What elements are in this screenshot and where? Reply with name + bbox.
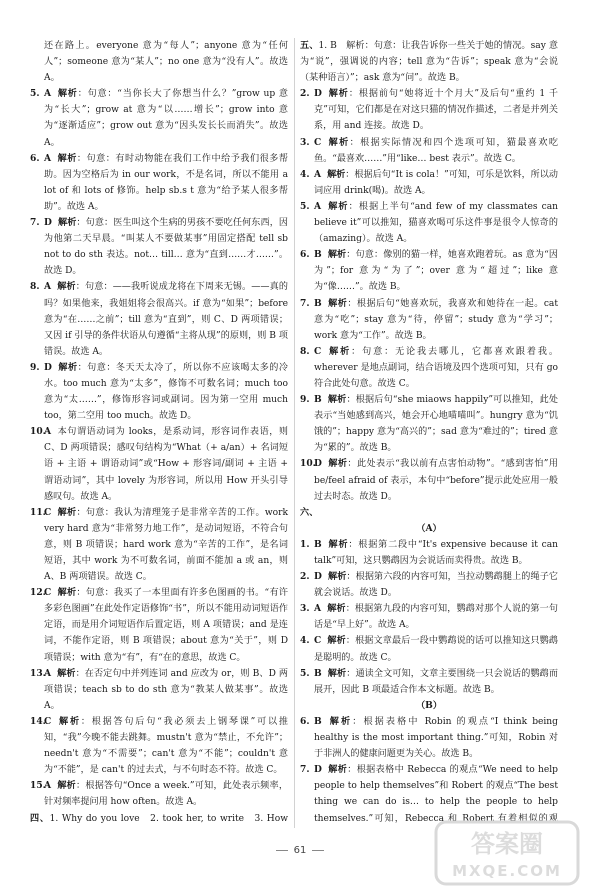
explanation-label: 解析 xyxy=(57,715,81,727)
explanation-label: 解析 xyxy=(57,281,76,293)
answer-choice: B xyxy=(314,394,322,406)
explanation-label: 解析 xyxy=(327,715,353,727)
answer-text: ：根据前句“她将近十个月大”及后句“重约 1 千克”可知，它们都是在对这只猫的情况作描述，二者是并列关系，用 and 连接。故选 D。 xyxy=(314,89,558,132)
answer-text: ：根据后句“It is cola！”可知，可乐是饮料，所以动词应用 drink(喝)。故选 A。 xyxy=(314,169,558,196)
answer-item xyxy=(300,167,558,199)
answer-number: 8. xyxy=(30,281,40,293)
answer-text: ：句意：像别的猫一样，她喜欢跑着玩。as 意为“因为”；for 意为“为了”；over 意为“超过”；like 意为“像……”。故选 B。 xyxy=(314,250,558,293)
answer-item xyxy=(30,279,288,359)
answer-item xyxy=(300,199,558,247)
answer-number: 6. xyxy=(30,152,40,164)
answer-number: 14. xyxy=(30,715,46,727)
answer-choice: D xyxy=(44,217,52,229)
answer-number: 6. xyxy=(300,715,310,727)
explanation-label: 解析 xyxy=(57,780,77,792)
answer-number: 9. xyxy=(30,361,40,373)
watermark-top-text: 答案圈 xyxy=(471,830,543,858)
answer-choice: D xyxy=(314,764,322,776)
answer-item xyxy=(300,296,558,344)
answer-item xyxy=(300,344,558,392)
answer-text: ：此处表示“我以前有点害怕动物”。“感到害怕”用 be/feel afraid of 表示，本句中“before”提示此处应用一般过去时态。故选 D。 xyxy=(314,459,558,502)
answer-choice: A xyxy=(314,200,322,212)
answer-choice: A xyxy=(44,780,52,792)
answer-number: 4. xyxy=(300,168,310,180)
answer-choice: B xyxy=(314,667,322,679)
answer-number: 7. xyxy=(300,297,310,309)
section-number: 五、 xyxy=(300,40,319,51)
answer-item xyxy=(300,666,558,698)
answer-number: 5. xyxy=(30,88,40,100)
subsection-title: （B） xyxy=(416,699,442,711)
answer-choice: D xyxy=(314,458,322,470)
answer-text: ：句意：无论我去哪儿，它都喜欢跟着我。wherever 是地点副词，结合语境及四个选项可知，只有 go 符合此处句意。故选 C。 xyxy=(314,346,558,389)
section-text: 1. B 解析：句意：让我告诉你一些关于她的情况。say 意为“说”，强调说的内容；tell 意为“告诉”；speak 意为“会说（某种语言）”；ask 意为“问”。故选 B。 xyxy=(300,41,558,84)
section-text: 1. Why do you love 2. took her, to write 3. How xyxy=(49,813,288,824)
answer-choice: A xyxy=(44,281,52,293)
answer-number: 7. xyxy=(300,764,310,776)
answer-text: ：根据第二段中“It's expensive because it can talk”可知，这只鹦鹉因为会说话而卖得贵。故选 B。 xyxy=(314,539,558,566)
explanation-label: 解析 xyxy=(327,458,348,470)
answer-choice: C xyxy=(314,345,322,357)
right-column xyxy=(300,38,558,828)
answer-choice: D xyxy=(314,88,322,100)
answer-text: ：根据文章最后一段中鹦鹉说的话可以推知这只鹦鹉是聪明的。故选 C。 xyxy=(314,636,558,663)
answer-choice: A xyxy=(44,88,52,100)
answer-page xyxy=(30,38,575,828)
answer-item xyxy=(30,215,288,279)
answer-number: 5. xyxy=(300,200,310,212)
section-block xyxy=(30,811,288,829)
explanation-label: 解析 xyxy=(57,587,77,599)
answer-continuation xyxy=(30,38,288,86)
answer-text: 还在路上。everyone 意为“每人”；anyone 意为“任何人”；someone 意为“某人”；no one 意为“没有人”。故选 A。 xyxy=(44,41,288,84)
explanation-label: 解析 xyxy=(327,571,347,583)
explanation-label: 解析 xyxy=(57,88,78,100)
section-number: 六、 xyxy=(300,506,319,518)
explanation-label: 解析 xyxy=(327,297,348,309)
section-block xyxy=(300,38,558,86)
explanation-label: 解析 xyxy=(327,603,346,615)
answer-choice: D xyxy=(314,571,322,583)
explanation-label: 解析 xyxy=(327,635,346,647)
answer-text: ：根据后句“她喜欢玩，我喜欢和她待在一起。cat 意为“吃”；stay 意为“待，停留”；study 意为“学习”；work 意为“工作”。故选 B。 xyxy=(314,298,558,341)
answer-text: ：根据表格中 Rebecca 的观点“We need to help people to help themselves”和 Robert 的观点“The best thing we can do is… to help the people to help themselves.”可知，Rebecca 和 Robert 有着相似的观 xyxy=(314,765,558,824)
answer-item xyxy=(30,151,288,215)
explanation-label: 解析 xyxy=(327,394,347,406)
answer-text: ：句意：医生叫这个生病的男孩不要吃任何东西，因为他第二天早晨。“叫某人不要做某事”用固定搭配 tell sb not to do sth 表达。not… till… 意为“直到……才……”。故选 D。 xyxy=(44,218,288,277)
explanation-label: 解析 xyxy=(57,152,77,164)
answer-text: ：根据答句“Once a week.”可知，此处表示频率，针对频率提问用 how often。故选 A。 xyxy=(44,781,288,808)
answer-choice: A xyxy=(44,152,52,164)
answer-text: ：根据后句“she miaows happily”可以推知，此处表示“当她感到高兴，她会开心地喵喵叫”。hungry 意为“饥饿的”；happy 意为“高兴的”；sad 意为“难过的”；tired 意为“累的”。故选 B。 xyxy=(314,395,558,454)
answer-item xyxy=(300,86,558,134)
left-column xyxy=(30,38,288,828)
watermark-bottom-text: MXQE.COM xyxy=(452,862,562,880)
answer-item xyxy=(30,424,288,504)
answer-text: ：在否定句中并列连词 and 应改为 or，则 B、D 两项错误；teach sb to do sth 意为“教某人做某事”。故选 A。 xyxy=(44,668,288,711)
answer-choice: C xyxy=(44,506,52,518)
answer-item xyxy=(30,666,288,714)
column-divider xyxy=(294,38,295,828)
answer-text: ：句意：——我听说成龙将在下周来无锡。——真的吗？如果他来，我姐姐将会很高兴。if 意为“如果”；before 意为“在……之前”；till 意为“直到”，则 C、D 两项错误；又因 if 引导的条件状语从句遵循“主将从现”的原则，则 B 项错误。故选 A。 xyxy=(44,282,288,357)
answer-item xyxy=(30,360,288,424)
answer-number: 13. xyxy=(30,667,46,679)
explanation-label: 解析 xyxy=(327,667,347,679)
explanation-label: 解析 xyxy=(327,538,349,550)
answer-item xyxy=(300,392,558,456)
answer-text: ：根据第六段的内容可知，当拉动鹦鹉腿上的绳子它就会说话。故选 D。 xyxy=(314,572,558,599)
answer-number: 6. xyxy=(300,249,310,261)
answer-item xyxy=(300,537,558,569)
answer-choice: C xyxy=(314,635,322,647)
answer-item xyxy=(300,633,558,665)
answer-item xyxy=(300,135,558,167)
answer-number: 11. xyxy=(30,506,46,518)
answer-item xyxy=(30,505,288,585)
answer-item xyxy=(300,714,558,762)
answer-choice: B xyxy=(314,297,322,309)
answer-text: ：根据实际情况和四个选项可知，猫最喜欢吃鱼。“最喜欢……”用“like… best 表示”。故选 C。 xyxy=(314,137,558,164)
answer-choice: D xyxy=(44,361,52,373)
answer-choice: C xyxy=(314,136,322,148)
explanation-label: 解析 xyxy=(57,667,76,679)
answer-text: ：根据上半句“and few of my classmates can believe it”可以推知，猫喜欢喝可乐这件事是很令人惊奇的（amazing）。故选 A。 xyxy=(314,201,558,245)
explanation-label: 解析 xyxy=(57,506,77,518)
answer-number: 3. xyxy=(300,603,310,615)
answer-number: 12. xyxy=(30,587,46,599)
answer-choice: B xyxy=(314,249,322,261)
answer-number: 3. xyxy=(300,136,310,148)
answer-item xyxy=(300,569,558,601)
answer-choice: A xyxy=(44,426,52,438)
explanation-label: 解析 xyxy=(327,88,349,100)
answer-number: 9. xyxy=(300,394,310,406)
answer-text: 本句谓语动词为 looks，是系动词，形容词作表语，则 C、D 两项错误；感叹句结构为“What（+ a/an）+ 名词短语 + 主语 + 谓语动词”或“How + 形容词/副词 + 主语 + 谓语动词”，其中 lovely 为形容词，所以用 How 开头引导感叹句。故选 A。 xyxy=(44,427,288,502)
answer-text: ：根据表格中 Robin 的观点“I think being healthy is the most important thing.”可知，Robin 对于非洲人的健康问题更为关心。故选 B。 xyxy=(314,716,558,760)
answer-text: ：根据答句后句“我必须去上钢琴课”可以推知，“我”今晚不能去跳舞。mustn't 意为“禁止，不允许”；needn't 意为“不需要”；can't 意为“不能”；couldn't 意为“不能”，是 can't 的过去式，与不句时态不符。故选 C。 xyxy=(44,716,288,776)
watermark-logo xyxy=(432,818,582,888)
answer-number: 5. xyxy=(300,667,310,679)
answer-item xyxy=(30,714,288,778)
answer-choice: A xyxy=(314,603,322,615)
answer-choice: C xyxy=(44,587,52,599)
section-number: 四、 xyxy=(30,812,50,824)
answer-item xyxy=(30,86,288,150)
answer-text: ：通读全文可知，文章主要围绕一只会说话的鹦鹉而展开，因此 B 项最适合作本文标题。故选 B。 xyxy=(314,668,558,695)
explanation-label: 解析 xyxy=(57,361,78,373)
answer-number: 7. xyxy=(30,217,40,229)
subsection-title: （A） xyxy=(416,522,442,534)
answer-text: ：句意：有时动物能在我们工作中给予我们很多帮助。因为空格后为 in our work，不是名词，所以不能用 a lot of 和 lots of 修饰。help sb.s t 意为“给予某人很多帮助”。故选 A。 xyxy=(44,153,288,212)
answer-text: ：句意：我买了一本里面有许多色图画的书。“有许多彩色图画”在此处作定语修饰“书”，所以不能用动词短语作定语，而是用介词短语作后置定语，则 A 项错误；and 是连词，不能作定语，则 B 项错误；about 意为“关于”，则 D 项错误；with 意为“有”，有“在的意思，故选 C。 xyxy=(44,588,288,663)
answer-text: ：句意：“当你长大了你想当什么？”grow up 意为“长大”；grow at 意为“以……增长”；grow into 意为“逐渐适应”；grow out 意为“因头发长长而消失”。故选 A。 xyxy=(44,89,288,148)
answer-item xyxy=(30,778,288,810)
answer-choice: C xyxy=(44,715,52,727)
answer-number: 10. xyxy=(30,426,46,438)
answer-item xyxy=(30,585,288,665)
watermark-stamp-icon xyxy=(432,818,582,888)
answer-number: 4. xyxy=(300,635,310,647)
answer-number: 15. xyxy=(30,780,46,792)
answer-number: 1. xyxy=(300,538,310,550)
answer-item xyxy=(300,247,558,295)
explanation-label: 解析 xyxy=(327,136,350,148)
section-block xyxy=(300,505,558,521)
answer-item xyxy=(300,601,558,633)
explanation-label: 解析 xyxy=(327,249,347,261)
answer-number: 2. xyxy=(300,88,310,100)
explanation-label: 解析 xyxy=(327,168,346,180)
answer-number: 8. xyxy=(300,345,310,357)
explanation-label: 解析 xyxy=(327,345,352,357)
answer-choice: A xyxy=(44,667,52,679)
answer-text: ：根据第九段的内容可知，鹦鹉对那个人说的第一句话是“早上好”。故选 A。 xyxy=(314,604,558,631)
answer-number: 10. xyxy=(300,458,316,470)
answer-number: 2. xyxy=(300,571,310,583)
answer-choice: B xyxy=(314,715,322,727)
answer-text: ：句意：冬天天太冷了，所以你不应该喝太多的冷水。too much 意为“太多”，修饰不可数名词；much too 意为“太……”，修饰形容词或副词。因为第一空用 much too，第二空用 too much。故选 D。 xyxy=(44,362,288,422)
answer-text: ：句意：我认为清理笼子是非常辛苦的工作。work very hard 意为“非常努力地工作”，是动词短语，不符合句意，则 B 项错误；hard work 意为“辛苦的工作”，是名词短语，其中 work 为不可数名词，前面不能加 a 或 an，则 A、B 两项错误。故选 C。 xyxy=(44,507,288,583)
explanation-label: 解析 xyxy=(327,200,349,212)
explanation-label: 解析 xyxy=(327,764,348,776)
answer-choice: A xyxy=(314,168,322,180)
answer-choice: B xyxy=(314,538,322,550)
explanation-label: 解析 xyxy=(57,217,77,229)
answer-item xyxy=(300,456,558,504)
page-number: 61 xyxy=(0,845,600,856)
